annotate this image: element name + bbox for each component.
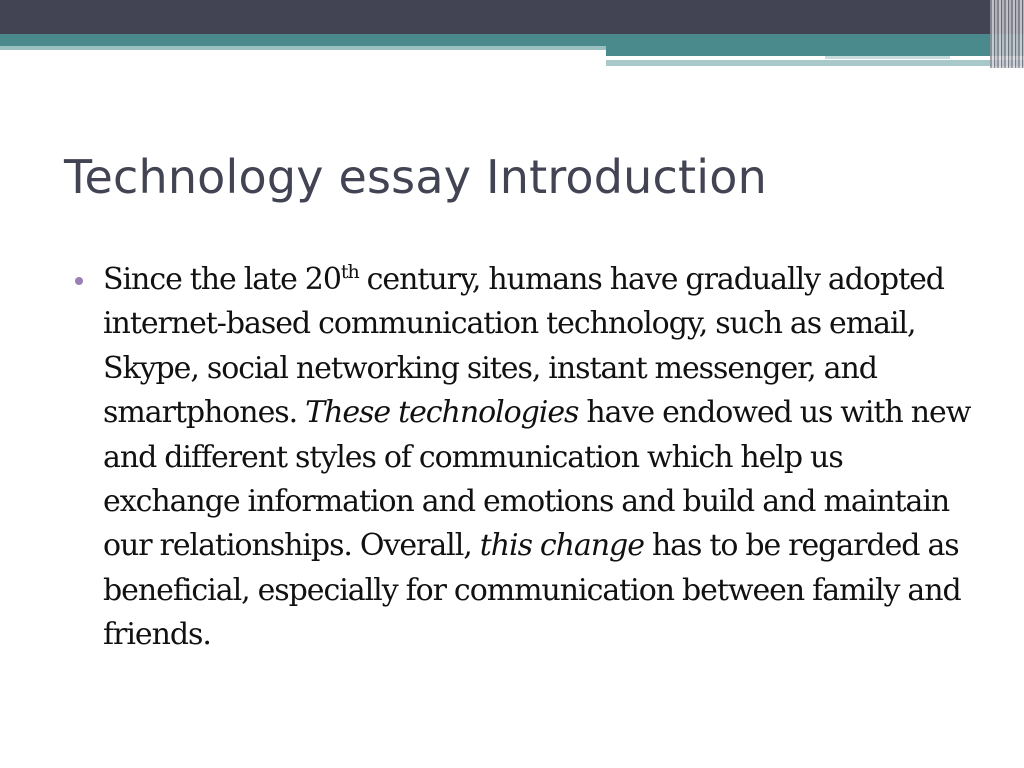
bullet-text-superscript: th <box>340 261 359 283</box>
bullet-text-part2: century, humans have gradually adopted internet-based communication technology, such as email, Skype, social networking sites, instant messenger, and smartphones. <box>103 262 944 431</box>
bullet-text-italic-2: this change <box>479 528 644 564</box>
bullet-text-part1: Since the late 20 <box>103 262 341 297</box>
header-dark-bar <box>0 0 1024 34</box>
slide-title: Technology essay Introduction <box>64 150 767 204</box>
header-teal-accent-bar <box>606 46 1024 56</box>
bullet-text-part4: has to be regarded as beneficial, especially for communication between family and friends. <box>103 528 961 653</box>
bullet-text <box>103 258 983 658</box>
header-light-bar <box>0 46 606 50</box>
header-light-accent-bar <box>606 60 1024 66</box>
bullet-dot-icon <box>75 277 83 285</box>
bullet-text-part3: have endowed us with new and different styles of communication which help us exchange information and emotions and build and maintain our relationships. Overall, <box>103 395 971 564</box>
header-teal-bar <box>0 34 1024 46</box>
bullet-text-italic-1: These technologies <box>305 395 579 431</box>
header-thin-accent-bar <box>825 56 950 59</box>
header-stripes-decoration <box>990 0 1024 68</box>
